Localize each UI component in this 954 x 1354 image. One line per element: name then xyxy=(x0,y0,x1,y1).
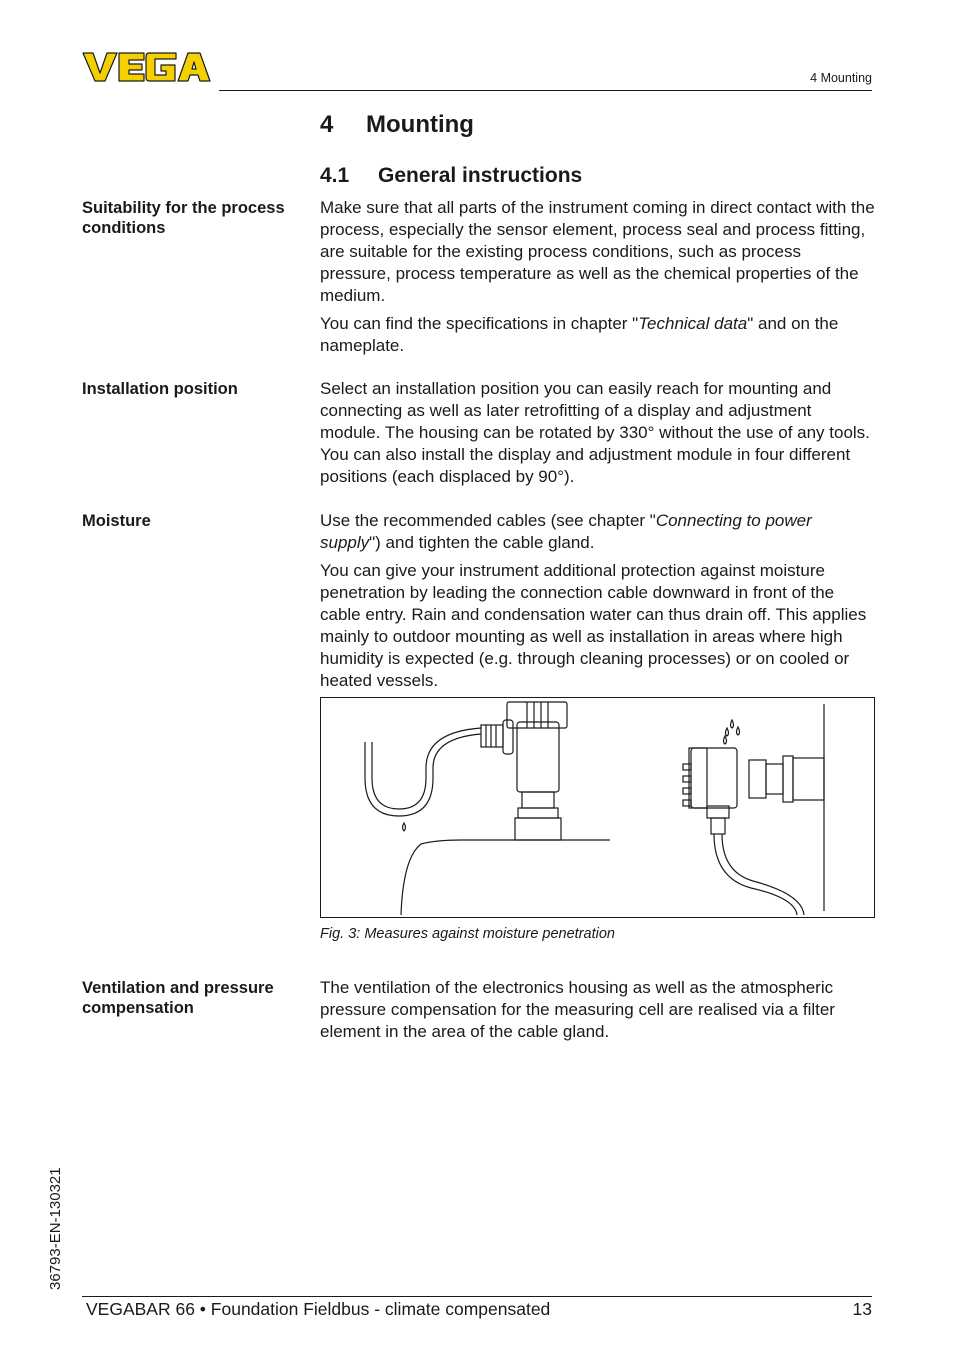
paragraph: You can find the specifications in chapter "Technical data" and on the nameplate. xyxy=(320,314,839,355)
vega-logo xyxy=(82,52,212,82)
label-installation-position: Installation position xyxy=(82,380,238,398)
label-ventilation: Ventilation and pressure compensation xyxy=(82,979,274,1017)
paragraph: You can give your instrument additional protection against moisture penetration by leading the connection cable downward in front of the cable entry. Rain and condensation water can thus drain off. This applies mainly to outdoor mounting as well as installation in areas where high humidity is expected (e.g. through cleaning processes) or on cooled or heated vessels. xyxy=(320,561,867,690)
header-section-label: 4 Mounting xyxy=(810,71,872,85)
chapter-reference: Connecting to power supply xyxy=(320,511,812,552)
paragraph: Use the recommended cables (see chapter "Connecting to power supply") and tighten the cable gland. xyxy=(320,511,812,552)
footer-rule xyxy=(82,1296,872,1297)
footer-title: VEGABAR 66 • Foundation Fieldbus - climate compensated xyxy=(86,1299,551,1319)
section-title: General instructions xyxy=(378,164,583,187)
section-number: 4.1 xyxy=(320,164,350,187)
label-suitability: Suitability for the process conditions xyxy=(82,199,285,237)
document-id: 36793-EN-130321 xyxy=(47,1167,64,1290)
chapter-number: 4 xyxy=(320,111,334,138)
paragraph: Make sure that all parts of the instrument coming in direct contact with the process, especially the sensor element, process seal and process fitting, are suitable for the existing process conditions, such as process pressure, process temperature as well as the chemical properties of the medium. xyxy=(320,198,875,305)
page-number: 13 xyxy=(852,1299,872,1319)
paragraph: The ventilation of the electronics housing as well as the atmospheric pressure compensation for the measuring cell are realised via a filter element in the area of the cable gland. xyxy=(320,978,835,1041)
header-rule xyxy=(219,90,872,91)
figure-caption: Fig. 3: Measures against moisture penetration xyxy=(320,926,615,942)
chapter-title: Mounting xyxy=(366,111,474,138)
chapter-reference: Technical data xyxy=(638,314,748,333)
vessel-mount-illustration xyxy=(365,702,610,915)
label-moisture: Moisture xyxy=(82,512,151,530)
side-mount-illustration xyxy=(683,704,824,915)
paragraph: Select an installation position you can easily reach for mounting and connecting as well as later retrofitting of a display and adjustment module. The housing can be rotated by 330° without the use of any tools. You can also install the display and adjustment module in four different positions (each displaced by 90°). xyxy=(320,379,870,486)
text-moisture xyxy=(320,510,876,698)
text-installation-position xyxy=(320,378,876,494)
section-heading xyxy=(320,164,582,188)
text-ventilation xyxy=(320,977,876,1049)
text-suitability xyxy=(320,197,876,363)
chapter-heading xyxy=(320,111,474,139)
figure-moisture-penetration xyxy=(320,697,875,918)
